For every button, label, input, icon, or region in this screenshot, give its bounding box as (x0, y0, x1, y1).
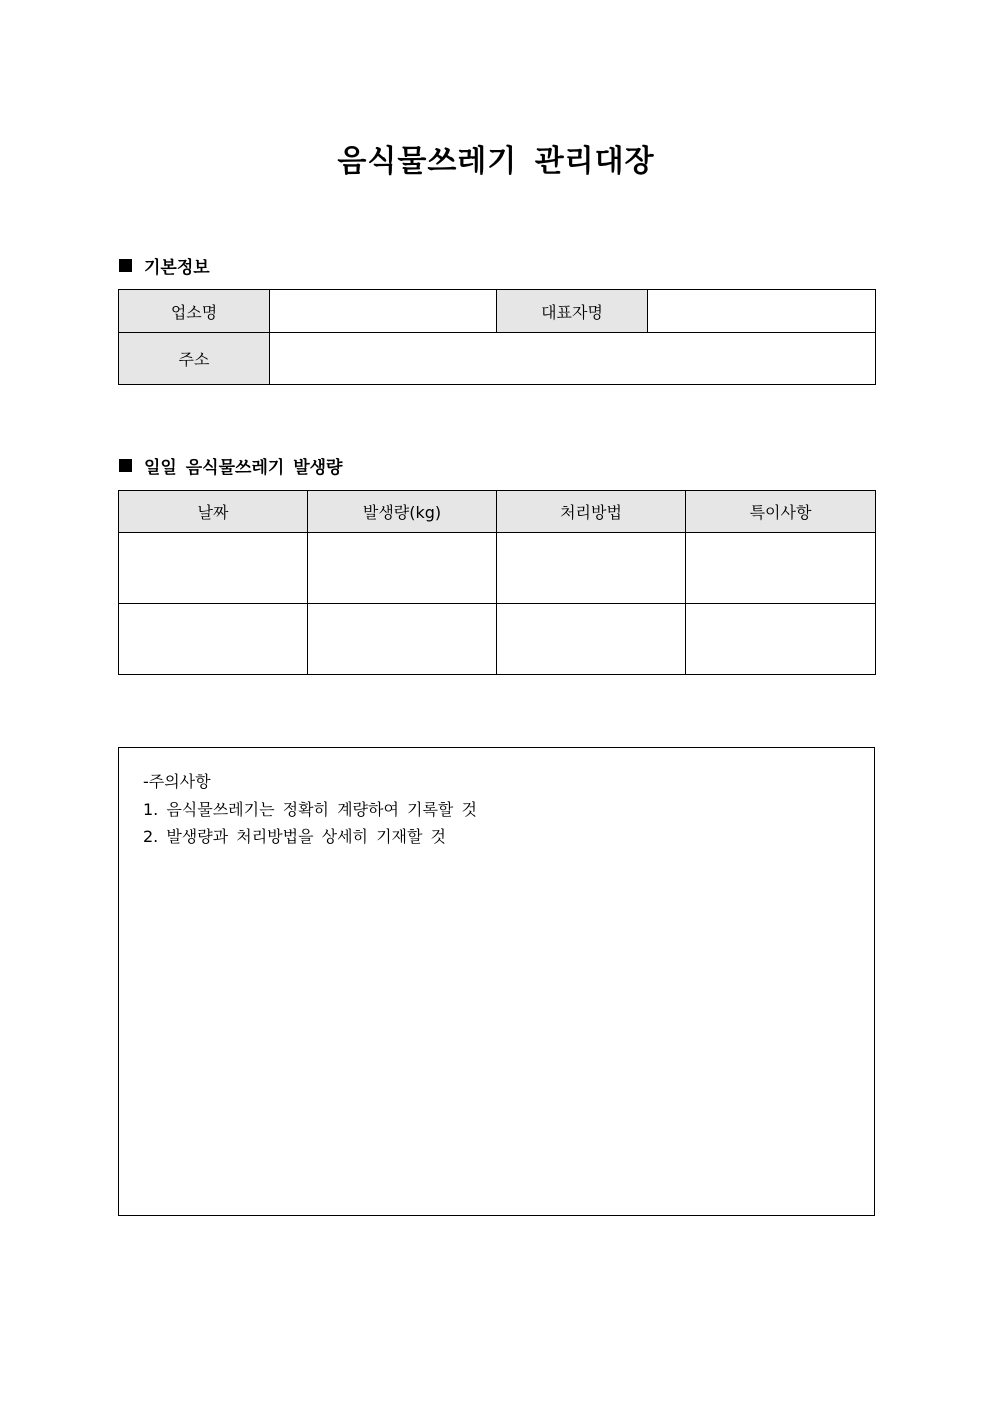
method-cell[interactable] (497, 533, 686, 604)
section-heading-daily (119, 453, 342, 478)
address-label: 주소 (119, 333, 270, 385)
section-heading-label: 일일 음식물쓰레기 발생량 (144, 458, 343, 478)
amount-cell[interactable] (308, 533, 497, 604)
table-row (119, 533, 876, 604)
notes-item: 2. 발생량과 처리방법을 상세히 기재할 것 (143, 827, 446, 846)
column-header-remarks: 특이사항 (686, 491, 876, 533)
date-cell[interactable] (119, 604, 308, 675)
date-cell[interactable] (119, 533, 308, 604)
address-field[interactable] (270, 333, 876, 385)
representative-field[interactable] (648, 290, 876, 333)
column-header-method: 처리방법 (497, 491, 686, 533)
representative-label: 대표자명 (497, 290, 648, 333)
notes-title: -주의사항 (143, 772, 211, 791)
notes-box (118, 747, 875, 1216)
notes-item: 1. 음식물쓰레기는 정확히 계량하여 기록할 것 (143, 799, 477, 819)
square-bullet-icon (119, 259, 132, 272)
square-bullet-icon (119, 459, 132, 472)
column-header-amount: 발생량(kg) (308, 491, 497, 533)
business-name-label: 업소명 (119, 290, 270, 333)
remarks-cell[interactable] (686, 604, 876, 675)
page-title: 음식물쓰레기 관리대장 (337, 144, 655, 179)
business-name-field[interactable] (270, 290, 497, 333)
column-header-date: 날짜 (119, 491, 308, 533)
basic-info-table (118, 289, 876, 385)
amount-cell[interactable] (308, 604, 497, 675)
daily-waste-table (118, 490, 876, 675)
table-row (119, 604, 876, 675)
section-heading-basic-info (119, 253, 210, 278)
section-heading-label: 기본정보 (144, 258, 210, 278)
remarks-cell[interactable] (686, 533, 876, 604)
method-cell[interactable] (497, 604, 686, 675)
